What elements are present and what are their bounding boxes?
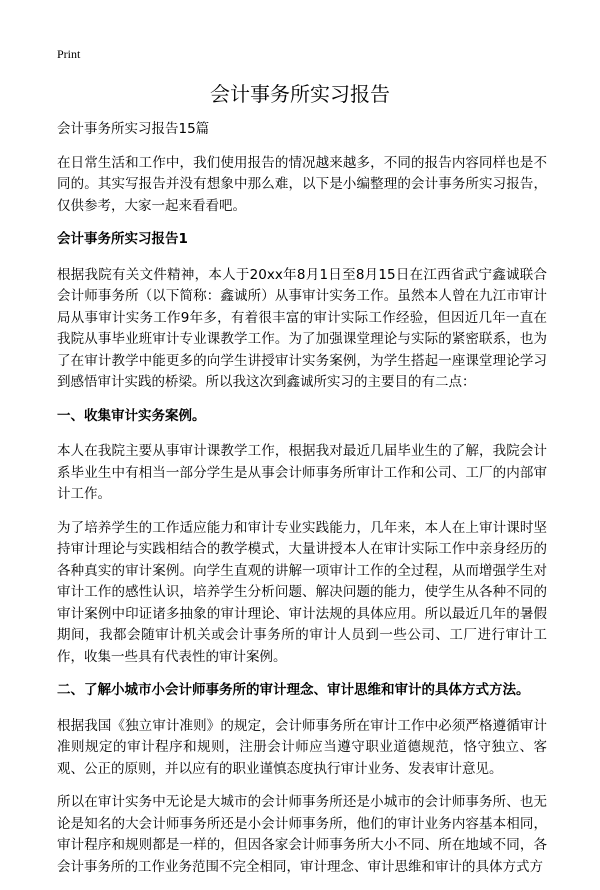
point-1-paragraph-2: 为了培养学生的工作适应能力和审计专业实践能力，几年来，本人在上审计课时坚持审计理论与实践相结合的教学模式，大量讲授本人在审计实际工作中亲身经历的各种真实的审计案例。向学生直观的讲解一项审计工作的全过程，从而增强学生对审计工作的感性认识，培养学生分析问题、解决问题的能力，使学生从各种不同的审计案例中印证诸多抽象的审计理论、审计法规的具体应用。所以最近几年的暑假期间，我都会随审计机关或会计事务所的审计人员到一些公司、工厂进行审计工作，收集一些具有代表性的审计案例。 — [57, 519, 547, 665]
document-subtitle: 会计事务所实习报告15篇 — [57, 121, 210, 137]
point-2-heading: 二、了解小城市小会计师事务所的审计理念、审计思维和审计的具体方式方法。 — [57, 682, 530, 698]
point-1-paragraph-1: 本人在我院主要从事审计课教学工作，根据我对最近几届毕业生的了解，我院会计系毕业生中有相当一部分学生是从事会计师事务所审计工作和公司、工厂的内部审计工作。 — [57, 443, 547, 502]
report-1-paragraph-1: 根据我院有关文件精神，本人于20xx年8月1日至8月15日在江西省武宁鑫诚联合会计师事务所（以下简称：鑫诚所）从事审计实务工作。虽然本人曾在九江市审计局从事审计实务工作9年多，有着很丰富的审计实际工作经验，但因近几年一直在我院从事毕业班审计专业课教学工作。为了加强课堂理论与实际的紧密联系，也为了在审计教学中能更多的向学生讲授审计实务案例，为学生搭起一座课堂理论学习到感悟审计实践的桥梁。所以我这次到鑫诚所实习的主要目的有二点： — [57, 266, 547, 390]
document-title: 会计事务所实习报告 — [210, 82, 390, 106]
intro-paragraph: 在日常生活和工作中，我们使用报告的情况越来越多，不同的报告内容同样也是不同的。其实写报告并没有想象中那么难，以下是小编整理的会计事务所实习报告，仅供参考，大家一起来看看吧。 — [57, 154, 547, 214]
point-1-heading: 一、收集审计实务案例。 — [57, 407, 206, 424]
section-heading-report-1: 会计事务所实习报告1 — [57, 231, 188, 247]
point-2-paragraph-1: 根据我国《独立审计准则》的规定，会计师事务所在审计工作中必须严格遵循审计准则规定的审计程序和规则，注册会计师应当遵守职业道德规范，恪守独立、客观、公正的原则，并以应有的职业谨慎态度执行审计业务、发表审计意见。 — [57, 717, 547, 777]
print-label: Print — [57, 47, 81, 61]
document-body — [57, 119, 547, 890]
point-2-paragraph-2: 所以在审计实务中无论是大城市的会计师事务所还是小城市的会计师事务所、也无论是知名的大会计师事务所还是小会计师事务所，他们的审计业务内容基本相同，审计程序和规则都是一样的，但因各家会计师事务所大小不同、所在地域不同，各会计事务所的工作业务范围不完全相同，审计理念、审计思维和审计的具体方式方 — [57, 794, 547, 875]
